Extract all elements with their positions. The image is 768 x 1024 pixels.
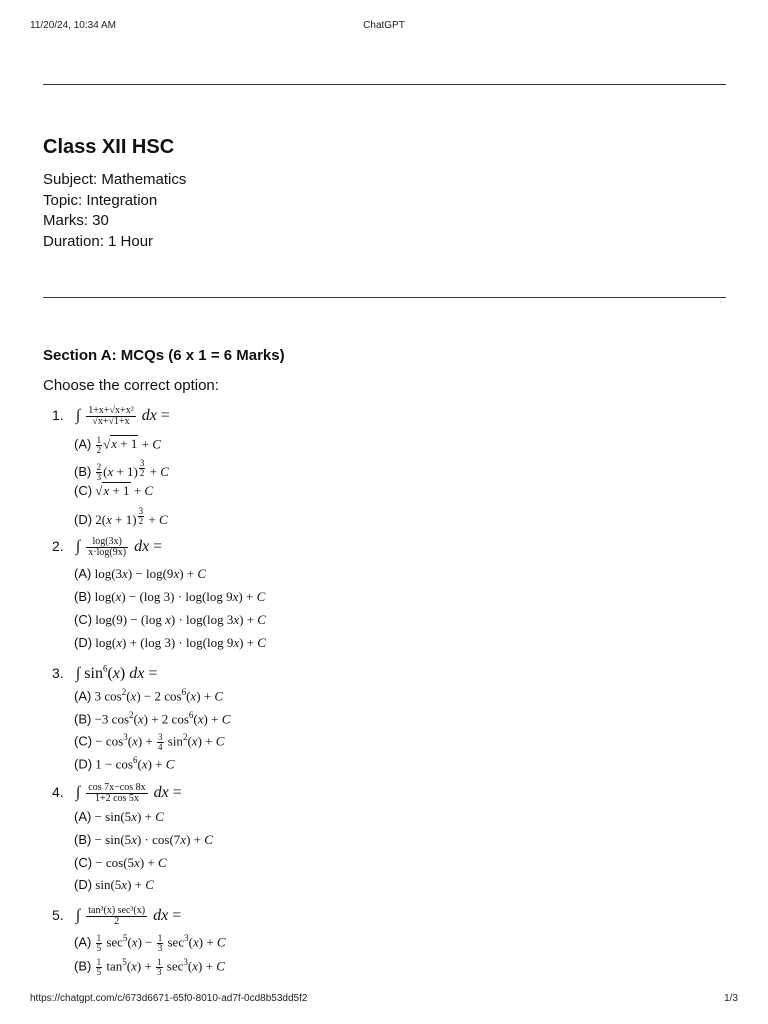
q1-option-a: (A) $\frac{1}{2}$ √x + 1 + C — [74, 435, 161, 455]
integrand-fraction: $\frac{\text{1+x+√x+x²}}{√x+√1+x}$ — [88, 405, 134, 427]
q3-option-c: $(C) - \cos^3(x)$ + $\frac{3}{4}$ $\sin^2(x) + C$ — [74, 731, 225, 752]
marks-line: Marks: 30 — [43, 212, 109, 230]
top-divider — [43, 84, 726, 85]
q3-option-d: (D) $1 - \cos^6(x) + C$ — [74, 755, 175, 772]
q1-option-c: (C) √x + 1 + C — [74, 483, 154, 498]
print-url: https://chatgpt.com/c/673d6671-65f0-8010-ad7f-0cd8b53dd5f2 — [30, 993, 308, 1004]
question-1: 1. ∫ $\frac{\text{1+x+√x+x²}}{√x+√1+x}$ dx = — [52, 405, 170, 427]
topic-line: Topic: Integration — [43, 191, 158, 209]
q1-option-b: (B) $\frac{2}{3}$ (x + 1) $^{\frac{3}{2}}$ + C — [74, 458, 169, 483]
question-number: 1. — [52, 407, 64, 424]
q4-option-d: (D) sin(5x) + C — [74, 877, 154, 892]
q5-option-a: (A) $\frac{1}{5}$ $\sec^5(x)$ − $\frac{1}{3}$ $\sec^3(x) + C$ — [74, 932, 226, 953]
subject-line: Subject: Mathematics — [43, 171, 187, 188]
print-page-title: ChatGPT — [363, 20, 405, 31]
q2-option-a: (A) log(3x) − log(9x) + C — [74, 566, 207, 581]
print-datetime: 11/20/24, 10:34 AM — [30, 20, 116, 31]
integrand-fraction: $\frac{\text{tan³(x) sec³(x)}}{2}$ — [88, 905, 146, 927]
q2-option-b: (B) log(x) − (log 3) · log(log 9x) + C — [74, 589, 266, 604]
question-3: 3. ∫ $\sin^6(x)$ dx = — [52, 664, 158, 683]
question-4: 4. ∫ $\frac{\cos 7x-\cos 8x}{1+2 \cos 5x}$ dx = — [52, 782, 182, 804]
print-page-number: 1/3 — [724, 993, 738, 1004]
question-5: 5. ∫ $\frac{\text{tan³(x) sec³(x)}}{2}$ dx = — [52, 905, 182, 927]
integrand-fraction: $\frac{\log(3x)}{x\cdot\log(9x)}$ — [88, 536, 127, 558]
q3-option-b: (B) −3 $\cos^2(x) + 2$ $\cos^6(x) + C$ — [74, 710, 231, 727]
document-meta — [43, 170, 186, 252]
section-divider — [43, 297, 726, 298]
document-title: Class XII HSC — [43, 136, 175, 158]
section-a-title: Section A: MCQs (6 x 1 = 6 Marks) — [43, 347, 285, 364]
q4-option-b: (B) − sin(5x) · cos(7x) + C — [74, 832, 213, 847]
q4-option-c: (C) − cos(5x) + C — [74, 855, 167, 870]
q2-option-c: (C) log(9) − (log x) · log(log 3x) + C — [74, 612, 266, 627]
q3-option-a: (A) 3 $\cos^2(x) - 2$ $\cos^6(x) + C$ — [74, 687, 224, 704]
q1-option-d: (D) 2(x + 1) $^{\frac{3}{2}}$ + C — [74, 506, 168, 527]
integrand-fraction: $\frac{\cos 7x-\cos 8x}{1+2 \cos 5x}$ — [88, 782, 146, 804]
duration-line: Duration: 1 Hour — [43, 232, 154, 250]
question-2: 2. ∫ $\frac{\log(3x)}{x\cdot\log(9x)}$ dx = — [52, 536, 163, 558]
section-a-instruction: Choose the correct option: — [43, 377, 219, 394]
q5-option-b: (B) $\frac{1}{5}$ $\tan^5(x)$ + $\frac{1}{3}$ $\sec^3(x) + C$ — [74, 956, 225, 977]
q2-option-d: (D) log(x) + (log 3) · log(log 9x) + C — [74, 635, 266, 650]
q4-option-a: (A) − sin(5x) + C — [74, 809, 164, 824]
